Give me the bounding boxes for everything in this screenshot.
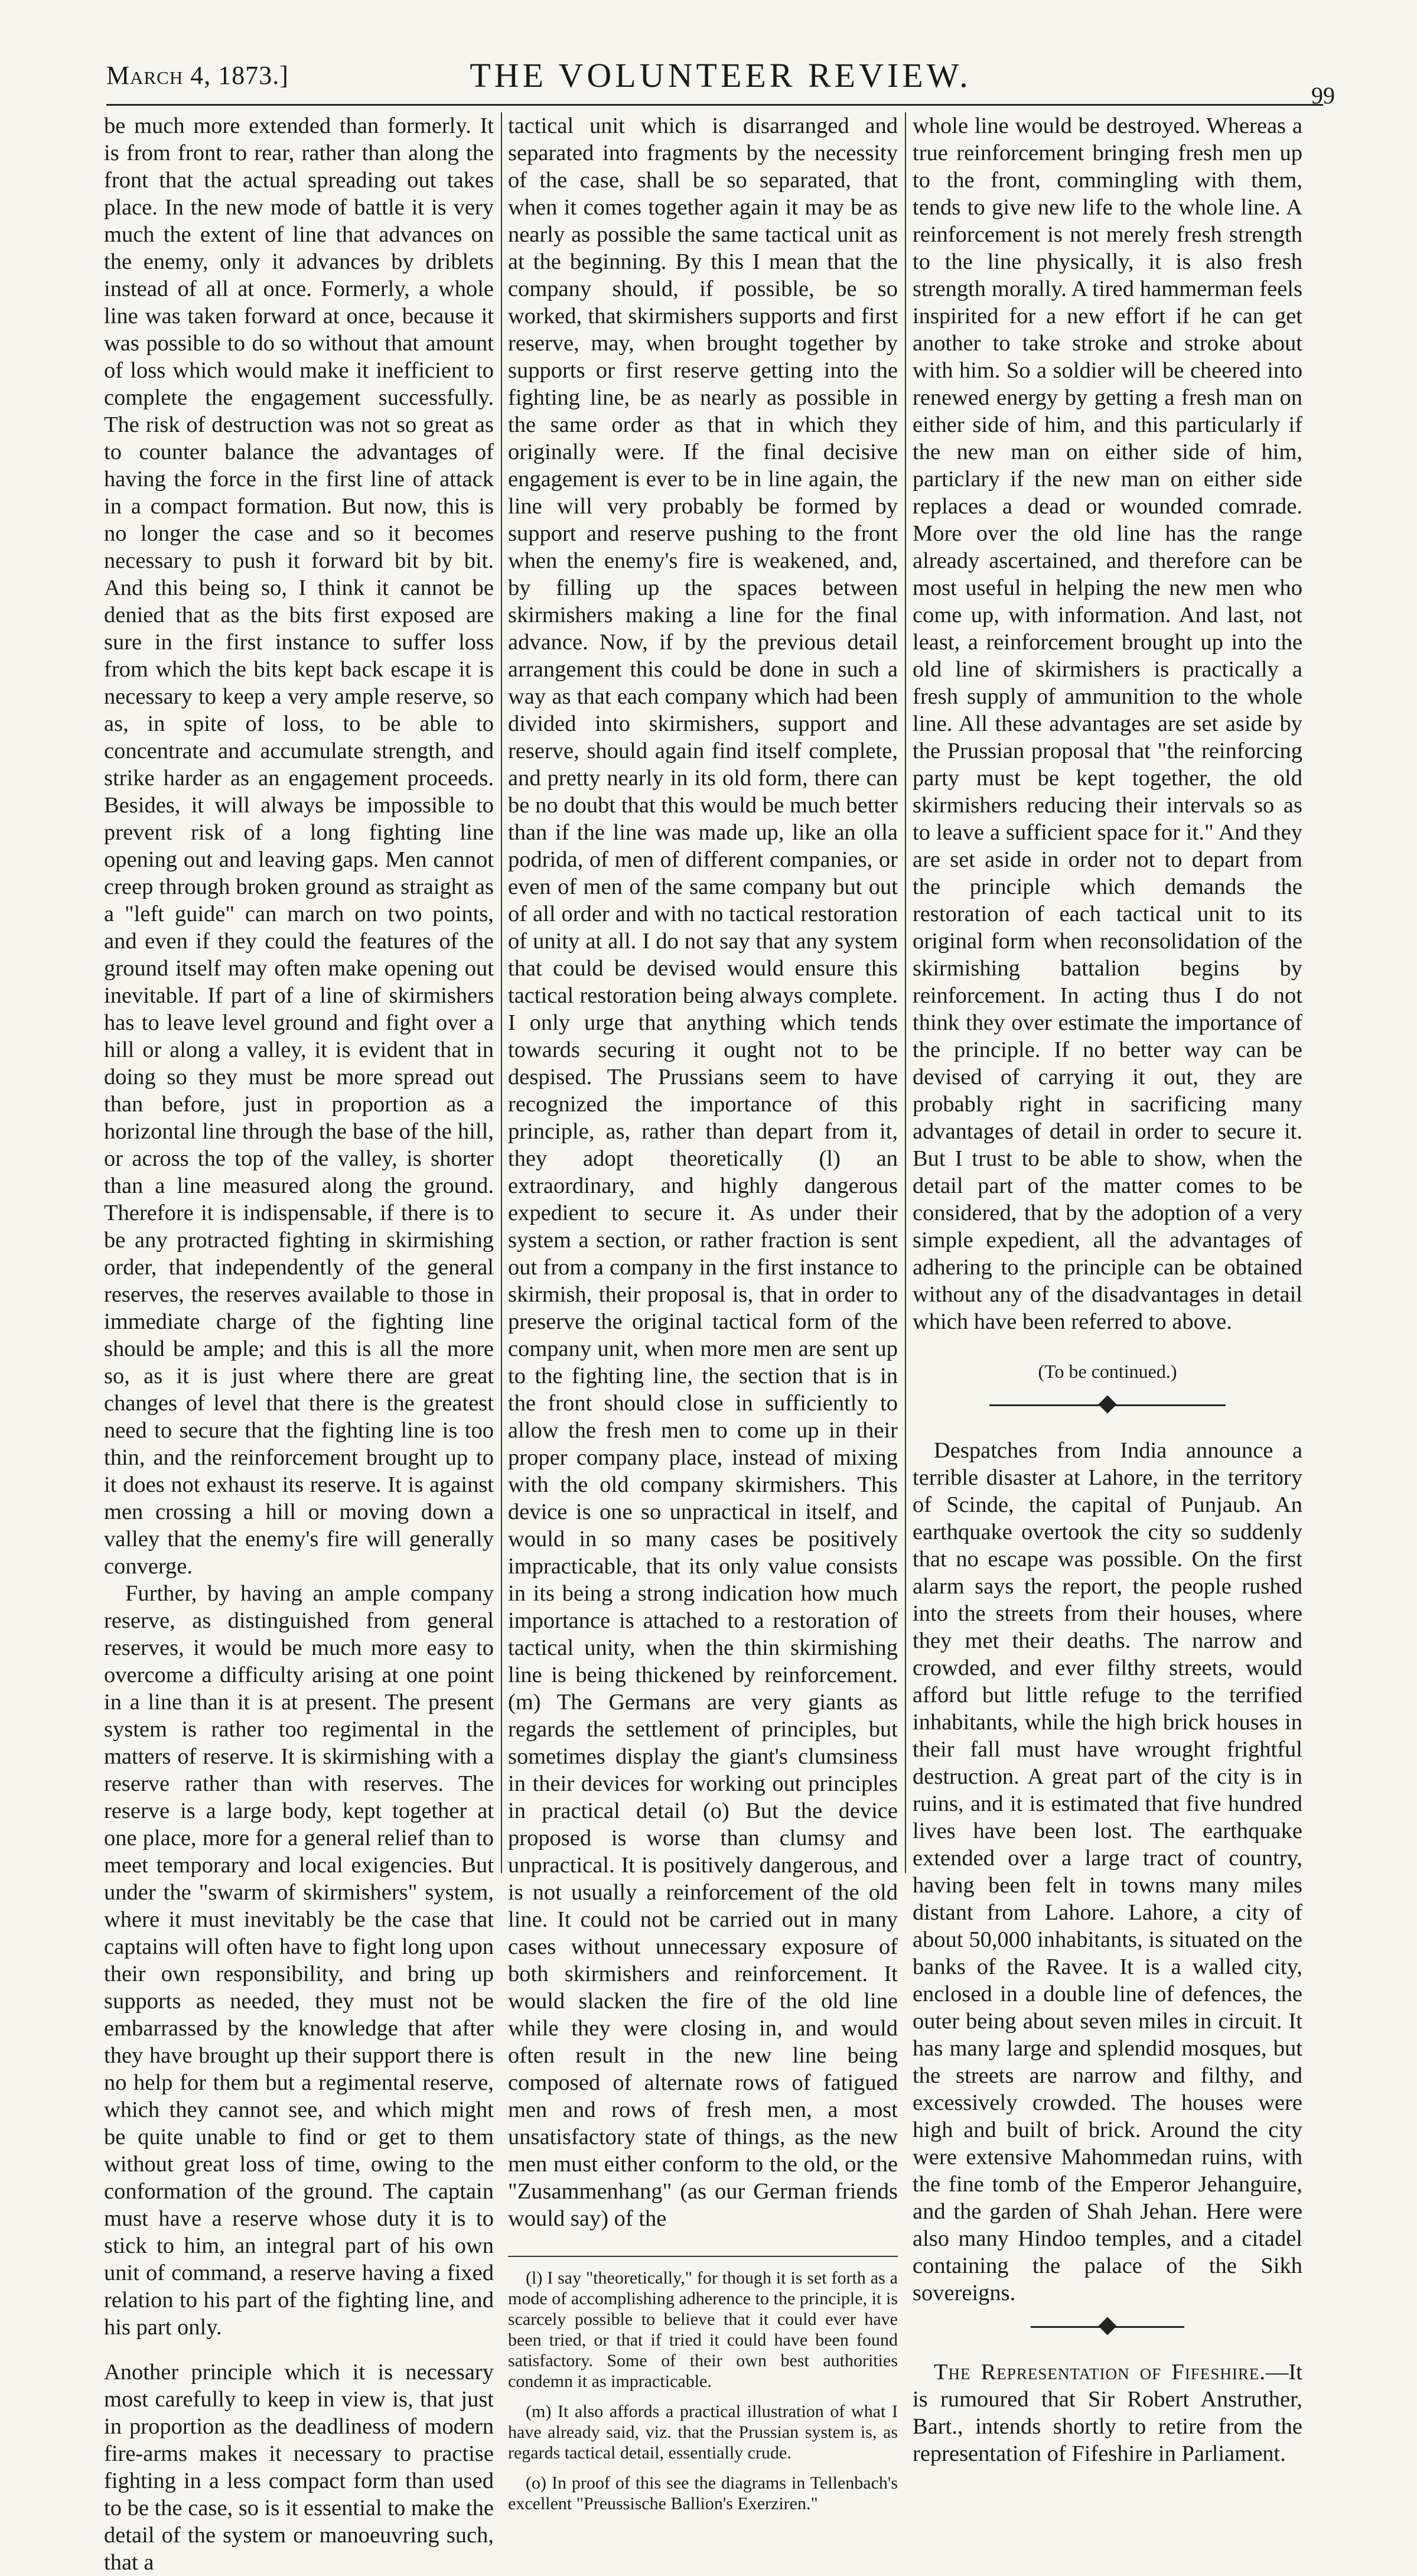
article-paragraph: be much more extended than formerly. It is from front to rear, rather than along the front that the actual spreading out takes place. In the new mode of battle it is very much the extent of line that advances on the enemy, only it advances by driblets instead of all at once. Formerly, a whole line was taken forward at once, because it was possible to do so without that amount of loss which would make it inefficient to complete the engagement successfully. The risk of destruction was not so great as to counter balance the advantages of having the force in the first line of attack in a compact formation. But now, this is no longer the case and so it becomes necessary to push it forward bit by bit. And this being so, I think it cannot be denied that as the bits first exposed are sure in the first instance to suffer loss from which the bits kept back escape it is necessary to keep a very ample reserve, so as, in spite of loss, to be able to concentrate and accumulate strength, and strike harder as an engagement proceeds. Besides, it will always be impossible to prevent risk of a long fighting line opening out and leaving gaps. Men cannot creep through broken ground as straight as a "left guide" can march on two points, and even if they could the features of the ground itself may often make opening out inevitable. If part of a line of skirmishers has to leave level ground and fight over a hill or along a valley, it is evident that in doing so they must be more spread out than before, just in proportion as a horizontal line through the base of the hill, or across the top of the valley, is shorter than a line measured along the ground. Therefore it is indispensable, if there is to be any protracted fighting in skirmishing order, that independently of the general reserves, the reserves available to those in immediate charge of the fighting line should be ample; and this is all the more so, as it is just where there are great changes of level that there is the greatest need to secure that the fighting line is too thin, and the reinforcement brought up to it does not exhaust its reserve. It is against men crossing a hill or moving down a valley that the enemy's fire will generally converge. <box>104 113 494 1579</box>
news-body: —It is rumoured that Sir Robert Anstruther, Bart., intends shortly to retire from the representation of Fifeshire in Parliament. <box>913 2360 1302 2466</box>
news-heading: The Representation of Fifeshire. <box>934 2360 1266 2385</box>
column-2 <box>508 112 898 2513</box>
article-paragraph: tactical unit which is disarranged and separated into fragments by the necessity of the case, shall be so separated, that when it comes together again it may be as nearly as possible the same tactical unit as at the beginning. By this I mean that the company should, if possible, be so worked, that skirmishers supports and first reserve, may, when brought together by supports or first reserve getting into the fighting line, be as nearly as possible in the same order as that in which they originally were. If the final decisive engagement is ever to be in line again, the line will very probably be formed by support and reserve pushing to the front when the enemy's fire is weakened, and, by filling up the spaces between skirmishers making a line for the final advance. Now, if by the previous detail arrangement this could be done in such a way as that each company which had been divided into skirmishers, support and reserve, should again find itself complete, and pretty nearly in its old form, there can be no doubt that this would be much better than if the line was made up, like an olla podrida, of men of different companies, or even of men of the same company but out of all order and with no tactical restoration of unity at all. I do not say that any system that could be devised would ensure this tactical restoration being always complete. I only urge that anything which tends towards securing it ought not to be despised. The Prussians seem to have recognized the importance of this principle, as, rather than depart from it, they adopt theoretically (l) an extraordinary, and highly dangerous expedient to secure it. As under their system a section, or rather fraction is sent out from a company in the first instance to skirmish, their proposal is, that in order to preserve the original tactical form of the company unit, when more men are sent up to the fighting line, the section that is in the front should close in sufficiently to allow the fresh men to come up in their proper company place, instead of mixing with the old company skirmishers. This device is one so unpractical in itself, and would in so many cases be positively impracticable, that its only value consists in its being a strong indication how much importance is attached to a restoration of tactical unity, when the thin skirmishing line is being thickened by reinforcement.(m) The Germans are very giants as regards the settlement of principles, but sometimes display the giant's clumsiness in their devices for working out principles in practical detail (o) But the device proposed is worse than clumsy and unpractical. It is positively dangerous, and is not usually a reinforcement of the old line. It could not be carried out in many cases without unnecessary exposure of both skirmishers and reinforcement. It would slacken the fire of the old line while they were closing in, and would often result in the new line being composed of alternate rows of fatigued men and rows of fresh men, a most unsatisfactory state of things, as the new men must either conform to the old, or the "Zusammenhang" (as our German friends would say) of the <box>508 113 898 2231</box>
column-divider <box>905 112 906 1873</box>
column-divider <box>501 112 502 1873</box>
footnotes <box>508 2256 898 2514</box>
article-paragraph: whole line would be destroyed. Whereas a true reinforcement bringing fresh men up to the front, commingling with them, tends to give new life to the whole line. A reinforcement is not merely fresh strength to the line physically, it is also fresh strength morally. A tired hammerman feels inspirited for a new effort if he can get another to take stroke and stroke about with him. So a soldier will be cheered into renewed energy by getting a fresh man on either side of him, and this particularly if the new man on either side of him, particlary if the new man on either side replaces a dead or wounded comrade. More over the old line has the range already ascertained, and therefore can be most useful in helping the new men who come up, with information. And last, not least, a reinforcement brought up into the old line of skirmishers is practically a fresh supply of ammunition to the whole line. All these advantages are set aside by the Prussian proposal that "the reinforcing party must be kept together, the old skirmishers reducing their intervals so as to leave a sufficient space for it." And they are set aside in order not to depart from the principle which demands the restoration of each tactical unit to its original form when reconsolidation of the skirmishing battalion begins by reinforcement. In acting thus I do not think they over estimate the importance of the principle. If no better way can be devised of carrying it out, they are probably right in sacrificing many advantages of detail in order to secure it. But I trust to be able to show, when the detail part of the matter comes to be considered, that by the adoption of a very simple expedient, all the advantages of adhering to the principle can be obtained without any of the disadvantages in detail which have been referred to above. <box>913 113 1302 1334</box>
header-rule <box>106 104 1323 106</box>
page-number: 99 <box>1311 82 1335 109</box>
footnote-o: (o) In proof of this see the diagrams in Tellenbach's excellent "Preussische Ballion's Exerziren." <box>508 2473 898 2513</box>
column-1 <box>104 112 494 2575</box>
footnote-l: (l) I say "theoretically," for though it is set forth as a mode of accomplishing adherence to the principle, it is scarcely possible to believe that it could ever have been tried, or that if tried it could have been found satisfactory. Some of their own best authorities condemn it as impracticable. <box>508 2268 898 2391</box>
to-be-continued: (To be continued.) <box>1038 1361 1177 1382</box>
article-paragraph: Another principle which it is necessary most carefully to keep in view is, that just in proportion as the deadliness of modern fire-arms makes it necessary to practise fighting in a less compact form than used to be the case, so is it essential to make the detail of the system or manoeuvring such, that a <box>104 2360 494 2575</box>
section-ornament <box>913 1393 1302 1417</box>
footnote-m: (m) It also affords a practical illustration of what I have already said, viz. that the Prussian system is, as regards tactical detail, essentially crude. <box>508 2402 898 2463</box>
article-paragraph: Further, by having an ample company reserve, as distinguished from general reserves, it would be much more easy to overcome a difficulty arising at one point in a line than it is at present. The present system is rather too regimental in the matters of reserve. It is skirmishing with a reserve rather than with reserves. The reserve is a large body, kept together at one place, more for a general relief than to meet temporary and local exigencies. But under the "swarm of skirmishers" system, where it must inevitably be the case that captains will often have to fight long upon their own responsibility, and bring up supports as needed, they must not be embarrassed by the knowledge that after they have brought up their support there is no help for them but a regimental reserve, which they cannot see, and which might be quite unable to find or get to them without great loss of time, owing to the conformation of the ground. The captain must have a reserve whose duty it is to stick to him, an integral part of his own unit of command, a reserve having a fixed relation to his part of the fighting line, and his part only. <box>104 1581 494 2340</box>
news-item-lahore: Despatches from India announce a terrible disaster at Lahore, in the territory of Scinde, the capital of Punjaub. An earthquake overtook the city so suddenly that no escape was possible. On the first alarm says the report, the people rushed into the streets from their houses, where they met their deaths. The narrow and crowded, and ever filthy streets, would afford but little refuge to the terrified inhabitants, while the high brick houses in their fall must have wrought frightful destruction. A great part of the city is in ruins, and it is estimated that five hundred lives have been lost. The earthquake extended over a large tract of country, having been felt in towns many miles distant from Lahore. Lahore, a city of about 50,000 inhabitants, is situated on the banks of the Ravee. It is a walled city, enclosed in a double line of defences, the outer being about seven miles in circuit. It has many large and splendid mosques, but the streets are narrow and filthy, and excessively crowded. The houses were high and built of brick. Around the city were extensive Mahommedan ruins, with the fine tomb of the Emperor Jehanguire, and the garden of Shah Jehan. Here were also many Hindoo temples, and a citadel containing the palace of the Sikh sovereigns. <box>913 1438 1302 2305</box>
section-ornament <box>913 2315 1302 2338</box>
masthead-title: THE VOLUNTEER REVIEW. <box>470 56 972 95</box>
column-3 <box>913 112 1302 2466</box>
news-item-fifeshire <box>913 2359 1302 2467</box>
issue-date: March 4, 1873.] <box>106 61 289 90</box>
running-head <box>106 47 1335 109</box>
